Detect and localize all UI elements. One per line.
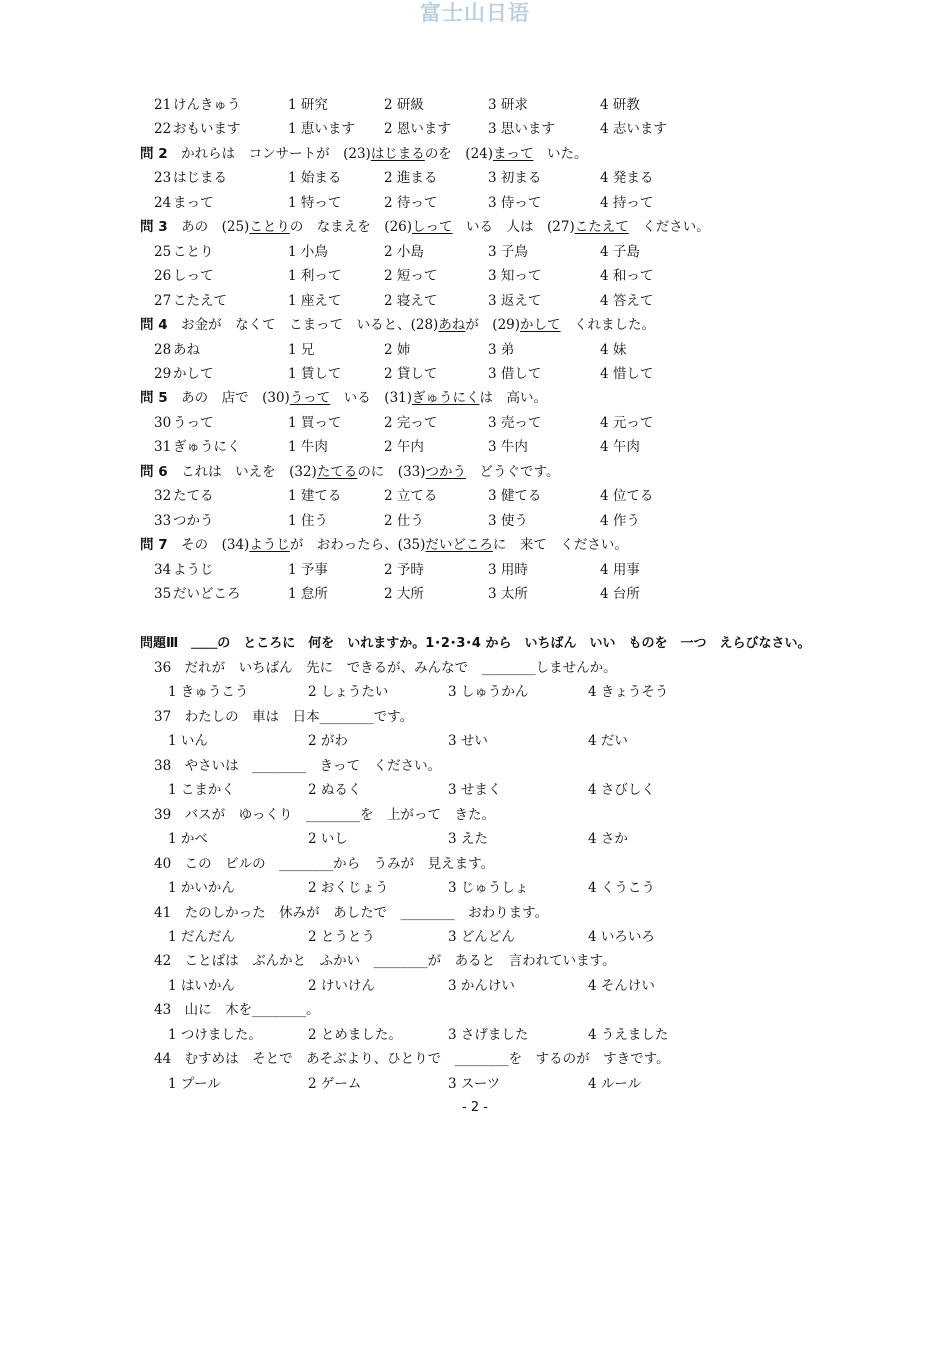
answer-option: 1 牛肉 — [288, 439, 328, 455]
answer-option: 4 研教 — [600, 97, 640, 113]
sentence-text: いる (31) — [330, 390, 413, 406]
question-sentence — [140, 142, 588, 166]
question-number: 21 — [154, 97, 172, 113]
underlined-word: ようじ — [249, 537, 290, 553]
question-sentence — [140, 215, 710, 239]
answer-option: 3 かんけい — [448, 978, 515, 994]
answer-option: 2 ぬるく — [308, 782, 362, 798]
answer-option: 4 さか — [588, 831, 628, 847]
answer-option: 1 利って — [288, 268, 342, 284]
sentence-text: が (29) — [465, 317, 521, 333]
sentence-text: ください。 — [628, 219, 710, 235]
question-label: 問 7 — [140, 537, 168, 553]
sentence-text: の なまえを (26) — [289, 219, 413, 235]
spacer — [168, 146, 182, 162]
question-reading: ことり — [173, 244, 214, 260]
question-reading: まって — [173, 195, 214, 211]
question-number: 28 — [154, 342, 172, 358]
question-number: 34 — [154, 562, 172, 578]
answer-option: 4 作う — [600, 513, 640, 529]
underlined-word: たてる — [316, 464, 358, 480]
underlined-word: ことり — [249, 219, 290, 235]
answer-option: 3 借して — [488, 366, 542, 382]
answer-option: 3 子鳥 — [488, 244, 528, 260]
answer-option: 1 住う — [288, 513, 328, 529]
sentence-text: お金が なくて こまって いると、(28) — [181, 317, 439, 333]
question-reading: こたえて — [173, 293, 227, 309]
question-reading: うって — [173, 415, 214, 431]
underlined-word: しって — [412, 219, 453, 235]
answer-option: 1 恵います — [288, 121, 355, 137]
question-number: 29 — [154, 366, 172, 382]
answer-option: 4 きょうそう — [588, 684, 669, 700]
spacer — [168, 390, 182, 406]
answer-option: 2 ゲーム — [308, 1076, 362, 1092]
answer-option: 3 スーツ — [448, 1076, 501, 1092]
sentence-text: これは いえを (32) — [181, 464, 317, 480]
answer-option: 1 だんだん — [168, 929, 235, 945]
answer-option: 4 位てる — [600, 488, 654, 504]
answer-option: 1 こまかく — [168, 782, 235, 798]
answer-option: 4 和って — [600, 268, 654, 284]
fill-blank-question: 37 わたしの 車は 日本________です。 — [154, 709, 414, 725]
answer-option: 3 さげました — [448, 1027, 529, 1043]
answer-option: 4 子島 — [600, 244, 640, 260]
answer-option: 3 じゅうしょ — [448, 880, 529, 896]
answer-option: 3 研求 — [488, 97, 528, 113]
answer-option: 1 買って — [288, 415, 342, 431]
question-sentence — [140, 313, 655, 337]
question-number: 24 — [154, 195, 172, 211]
spacer — [168, 464, 182, 480]
question-number: 35 — [154, 586, 172, 602]
sentence-text: に 来て ください。 — [492, 537, 628, 553]
underlined-word: こたえて — [574, 219, 629, 235]
question-label: 問 5 — [140, 390, 168, 406]
answer-option: 3 初まる — [488, 170, 542, 186]
answer-option: 2 立てる — [384, 488, 438, 504]
answer-option: 2 進まる — [384, 170, 438, 186]
answer-option: 3 牛内 — [488, 439, 528, 455]
question-sentence — [140, 533, 628, 557]
underlined-word: かして — [520, 317, 561, 333]
answer-option: 3 弟 — [488, 342, 515, 358]
answer-option: 4 発まる — [600, 170, 654, 186]
answer-option: 3 思います — [488, 121, 555, 137]
answer-option: 2 寝えて — [384, 293, 438, 309]
question-number: 23 — [154, 170, 172, 186]
question-number: 33 — [154, 513, 172, 529]
answer-option: 2 とめました。 — [308, 1027, 402, 1043]
answer-option: 4 元って — [600, 415, 654, 431]
answer-option: 1 はいかん — [168, 978, 235, 994]
fill-blank-question: 38 やさいは ________ きって ください。 — [154, 758, 442, 774]
answer-option: 1 かべ — [168, 831, 208, 847]
question-number: 31 — [154, 439, 172, 455]
answer-option: 1 研究 — [288, 97, 328, 113]
answer-option: 2 待って — [384, 195, 438, 211]
answer-option: 2 午内 — [384, 439, 424, 455]
answer-option: 1 怠所 — [288, 586, 328, 602]
answer-option: 2 けいけん — [308, 978, 375, 994]
answer-option: 1 建てる — [288, 488, 342, 504]
answer-option: 1 予事 — [288, 562, 328, 578]
fill-blank-question: 42 ことばは ぶんかと ふかい ________が あると 言われています。 — [154, 953, 616, 969]
question-number: 26 — [154, 268, 172, 284]
sentence-text: かれらは コンサートが (23) — [181, 146, 371, 162]
underlined-word: あね — [438, 317, 466, 333]
answer-option: 4 持って — [600, 195, 654, 211]
sentence-text: くれました。 — [560, 317, 656, 333]
question-reading: しって — [173, 268, 214, 284]
answer-option: 2 恩います — [384, 121, 451, 137]
sentence-text: のを (24) — [424, 146, 494, 162]
fill-blank-question: 43 山に 木を________。 — [154, 1002, 320, 1018]
question-number: 32 — [154, 488, 172, 504]
answer-option: 4 だい — [588, 733, 628, 749]
answer-option: 2 小島 — [384, 244, 424, 260]
question-reading: けんきゅう — [173, 97, 241, 113]
answer-option: 4 ルール — [588, 1076, 642, 1092]
sentence-text: その (34) — [181, 537, 250, 553]
underlined-word: はじまる — [370, 146, 425, 162]
answer-option: 3 売って — [488, 415, 542, 431]
question-label: 問 6 — [140, 464, 168, 480]
underlined-word: ぎゅうにく — [412, 390, 480, 406]
question-reading: つかう — [173, 513, 214, 529]
question-number: 30 — [154, 415, 172, 431]
answer-option: 3 どんどん — [448, 929, 515, 945]
answer-option: 3 太所 — [488, 586, 528, 602]
answer-option: 1 始まる — [288, 170, 342, 186]
answer-option: 3 えた — [448, 831, 488, 847]
question-reading: たてる — [173, 488, 214, 504]
answer-option: 2 とうとう — [308, 929, 375, 945]
fill-blank-question: 36 だれが いちばん 先に できるが、みんなで ________しませんか。 — [154, 660, 617, 676]
answer-option: 3 せい — [448, 733, 488, 749]
question-reading: ぎゅうにく — [173, 439, 241, 455]
answer-option: 1 つけました。 — [168, 1027, 262, 1043]
answer-option: 1 特って — [288, 195, 342, 211]
spacer — [168, 537, 182, 553]
fill-blank-question: 41 たのしかった 休みが あしたで ________ おわります。 — [154, 905, 549, 921]
answer-option: 2 予時 — [384, 562, 424, 578]
question-label: 問 3 — [140, 219, 168, 235]
answer-option: 3 健てる — [488, 488, 542, 504]
answer-option: 4 惜して — [600, 366, 654, 382]
question-sentence — [140, 386, 547, 410]
answer-option: 4 用事 — [600, 562, 640, 578]
question-number: 22 — [154, 121, 172, 137]
answer-option: 1 きゅうこう — [168, 684, 249, 700]
spacer — [168, 219, 182, 235]
fill-blank-question: 40 この ビルの ________から うみが 見えます。 — [154, 856, 495, 872]
underlined-word: つかう — [425, 464, 467, 480]
sentence-text: あの 店で (30) — [181, 390, 290, 406]
fill-blank-question: 44 むすめは そとで あそぶより、ひとりで ________を するのが すきです。 — [154, 1051, 670, 1067]
answer-option: 4 くうこう — [588, 880, 655, 896]
question-label: 問 2 — [140, 146, 168, 162]
answer-option: 1 かいかん — [168, 880, 235, 896]
question-reading: だいどころ — [173, 586, 241, 602]
answer-option: 2 姉 — [384, 342, 411, 358]
underlined-word: うって — [289, 390, 331, 406]
answer-option: 4 台所 — [600, 586, 640, 602]
answer-option: 1 小鳥 — [288, 244, 328, 260]
question-sentence — [140, 460, 559, 484]
answer-option: 3 使う — [488, 513, 528, 529]
answer-option: 1 プール — [168, 1076, 221, 1092]
question-label: 問 4 — [140, 317, 168, 333]
underlined-word: まって — [493, 146, 534, 162]
answer-option: 3 侍って — [488, 195, 542, 211]
answer-option: 2 研級 — [384, 97, 424, 113]
sentence-text: どうぐです。 — [466, 464, 560, 480]
answer-option: 4 うえました — [588, 1027, 669, 1043]
answer-option: 2 おくじょう — [308, 880, 389, 896]
answer-option: 2 がわ — [308, 733, 348, 749]
answer-option: 2 仕う — [384, 513, 424, 529]
answer-option: 4 妹 — [600, 342, 627, 358]
answer-option: 1 兄 — [288, 342, 315, 358]
watermark-logo: 富士山日语 — [420, 1, 530, 25]
underlined-word: だいどころ — [425, 537, 493, 553]
answer-option: 4 さびしく — [588, 782, 655, 798]
question-reading: あね — [173, 342, 200, 358]
question-number: 25 — [154, 244, 172, 260]
answer-option: 2 短って — [384, 268, 438, 284]
answer-option: 4 そんけい — [588, 978, 655, 994]
sentence-text: は 高い。 — [479, 390, 548, 406]
spacer — [168, 317, 182, 333]
answer-option: 2 しょうたい — [308, 684, 389, 700]
question-reading: かして — [173, 366, 214, 382]
answer-option: 2 いし — [308, 831, 348, 847]
answer-option: 1 賃して — [288, 366, 342, 382]
fill-blank-question: 39 バスが ゆっくり ________を 上がって きた。 — [154, 807, 496, 823]
sentence-text: のに (33) — [357, 464, 426, 480]
answer-option: 4 午肉 — [600, 439, 640, 455]
sentence-text: いた。 — [533, 146, 588, 162]
answer-option: 3 用時 — [488, 562, 528, 578]
answer-option: 3 返えて — [488, 293, 542, 309]
answer-option: 2 大所 — [384, 586, 424, 602]
answer-option: 4 いろいろ — [588, 929, 655, 945]
answer-option: 1 いん — [168, 733, 208, 749]
answer-option: 3 しゅうかん — [448, 684, 529, 700]
sentence-text: いる 人は (27) — [452, 219, 575, 235]
question-reading: おもいます — [173, 121, 241, 137]
answer-option: 3 知って — [488, 268, 542, 284]
page-number: - 2 - — [462, 1100, 488, 1115]
answer-option: 2 完って — [384, 415, 438, 431]
answer-option: 2 貸して — [384, 366, 438, 382]
question-reading: はじまる — [173, 170, 227, 186]
question-number: 27 — [154, 293, 172, 309]
sentence-text: が おわったら、(35) — [289, 537, 426, 553]
answer-option: 4 志います — [600, 121, 667, 137]
answer-option: 1 座えて — [288, 293, 342, 309]
sentence-text: あの (25) — [181, 219, 250, 235]
section-heading-part3: 問題Ⅲ ＿＿の ところに 何を いれますか。1･2･3･4 から いちばん いい ものを 一つ えらびなさい。 — [140, 636, 811, 651]
question-reading: ようじ — [173, 562, 214, 578]
answer-option: 3 せまく — [448, 782, 502, 798]
answer-option: 4 答えて — [600, 293, 654, 309]
